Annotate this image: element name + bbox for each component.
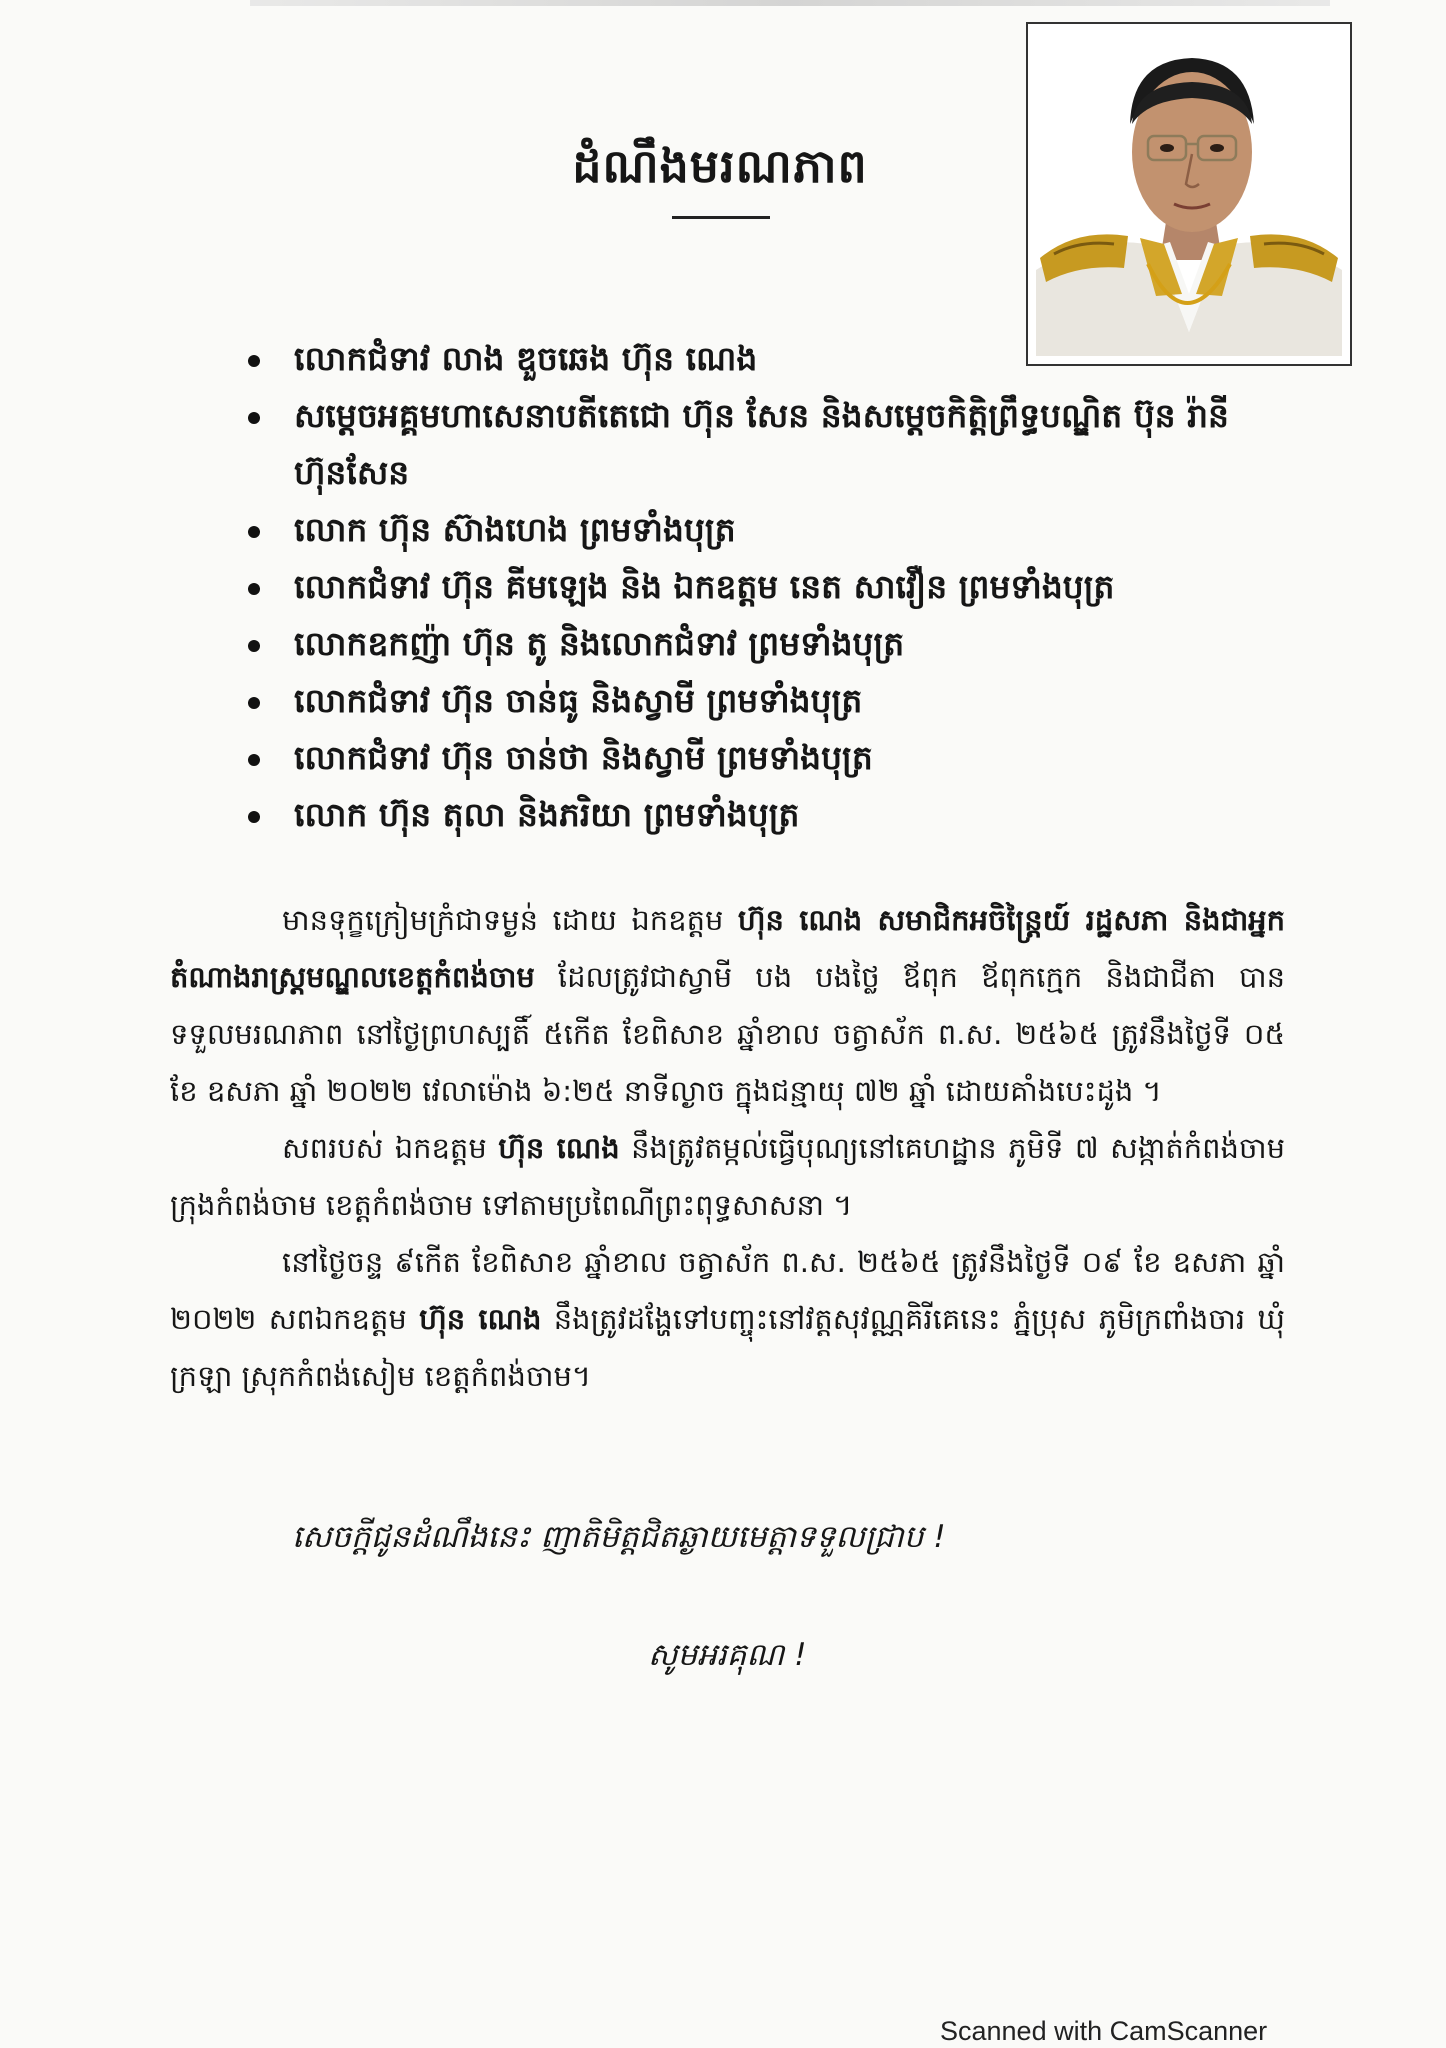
thank-you-note: សូមអរគុណ !: [648, 1637, 807, 1673]
paragraph-text: នឹងត្រូវដង្ហែទៅបញ្ចុះនៅវត្តសុវណ្ណគិរីគេនេះ ភ្នំប្រុស ភូមិក្រពាំងចារ ឃុំក្រឡា ស្រុកកំពង់សៀម ខេត្តកំពង់ចាម។: [170, 1302, 1285, 1393]
paragraph-text: នឹងត្រូវតម្កល់ធ្វើបុណ្យនៅគេហដ្ឋាន ភូមិទី ៧ សង្កាត់កំពង់ចាម ក្រុងកំពង់ចាម ខេត្តកំពង់ចាម ទៅតាមប្រពៃណីព្រះពុទ្ធសាសនា ។: [170, 1131, 1285, 1222]
deceased-title: ហ៊ុន ណេង សមាជិកអចិន្ត្រៃយ៍ រដ្ឋសភា និងជាអ្នកតំណាងរាស្ត្រមណ្ឌលខេត្តកំពង់ចាម: [170, 903, 1285, 994]
bullet-icon: [248, 640, 260, 652]
death-announcement-paragraph: [170, 892, 1285, 1120]
deceased-name: ហ៊ុន ណេង: [498, 1131, 620, 1165]
bullet-icon: [248, 355, 260, 367]
deceased-name: ហ៊ុន ណេង: [419, 1302, 542, 1336]
bullet-icon: [248, 526, 260, 538]
list-item: [246, 672, 1306, 729]
portrait-illustration: [1036, 32, 1342, 356]
portrait-photo: [1036, 32, 1342, 356]
mourner-name: លោក ហ៊ុន ស៊ាងហេង ព្រមទាំងបុត្រ: [294, 510, 736, 549]
mourner-name: លោក ហ៊ុន តុលា និងភរិយា ព្រមទាំងបុត្រ: [294, 795, 800, 834]
bullet-icon: [248, 754, 260, 766]
mourner-name: លោកជំទាវ លាង ឌួចឆេង ហ៊ុន ណេង: [294, 339, 758, 378]
title-divider: [672, 216, 770, 219]
bullet-icon: [248, 583, 260, 595]
paragraph-text: នៅថ្ងៃចន្ទ ៩កើត ខែពិសាខ ឆ្នាំខាល ចត្វាស័ក ព.ស. ២៥៦៥ ត្រូវនឹងថ្ងៃទី ០៩ ខែ ឧសភា ឆ្នាំ ២០២២ សពឯកឧត្តម: [170, 1245, 1285, 1336]
portrait-frame: [1026, 22, 1352, 366]
list-item: [246, 501, 1306, 558]
closing-note: សេចក្តីជូនដំណឹងនេះ ញាតិមិត្តជិតឆ្ងាយមេត្តាទទួលជ្រាប !: [292, 1519, 946, 1555]
list-item: [246, 786, 1306, 843]
paragraph-text: សពរបស់ ឯកឧត្តម: [282, 1131, 499, 1165]
paragraph-text: មានទុក្ខក្រៀមក្រំជាទម្ងន់ ដោយ ឯកឧត្តម: [282, 903, 738, 937]
paragraph-text: ដែលត្រូវជាស្វាមី បង បងថ្លៃ ឪពុក ឪពុកក្មេក និងជាជីតា បានទទួលមរណភាព នៅថ្ងៃព្រហស្បតិ៍ ៥កើត ខែពិសាខ ឆ្នាំខាល ចត្វាស័ក ព.ស. ២៥៦៥ ត្រូវនឹងថ្ងៃទី ០៥ ខែ ឧសភា ឆ្នាំ ២០២២ វេលាម៉ោង ៦:២៥ នាទីល្ងាច ក្នុងជន្មាយុ ៧២ ឆ្នាំ ដោយគាំងបេះដូង ។: [170, 960, 1285, 1108]
mourner-name: លោកឧកញ៉ា ហ៊ុន តូ និងលោកជំទាវ ព្រមទាំងបុត្រ: [294, 624, 905, 663]
mourner-name: លោកជំទាវ ហ៊ុន គីមឡេង និង ឯកឧត្តម នេត សាវឿន ព្រមទាំងបុត្រ: [294, 567, 1115, 606]
burial-paragraph: [170, 1234, 1285, 1405]
announcement-body: [170, 892, 1285, 1405]
list-item: [246, 615, 1306, 672]
scan-edge: [250, 0, 1330, 6]
list-item: [246, 729, 1306, 786]
mourner-name: សម្តេចអគ្គមហាសេនាបតីតេជោ ហ៊ុន សែន និងសម្តេចកិត្តិព្រឹទ្ធបណ្ឌិត ប៊ុន រ៉ានី ហ៊ុនសែន: [294, 396, 1229, 492]
list-item: [246, 330, 1306, 387]
camscanner-watermark: Scanned with CamScanner: [940, 2016, 1268, 2046]
bullet-icon: [248, 697, 260, 709]
page-title: ដំណឹងមរណភាព: [572, 139, 868, 193]
mourners-list: [246, 330, 1306, 843]
list-item: [246, 558, 1306, 615]
list-item: [246, 387, 1306, 501]
funeral-location-paragraph: [170, 1120, 1285, 1234]
mourner-name: លោកជំទាវ ហ៊ុន ចាន់ធូ និងស្វាមី ព្រមទាំងបុត្រ: [294, 681, 863, 720]
mourner-name: លោកជំទាវ ហ៊ុន ចាន់ថា និងស្វាមី ព្រមទាំងបុត្រ: [294, 738, 873, 777]
bullet-icon: [248, 412, 260, 424]
bullet-icon: [248, 811, 260, 823]
